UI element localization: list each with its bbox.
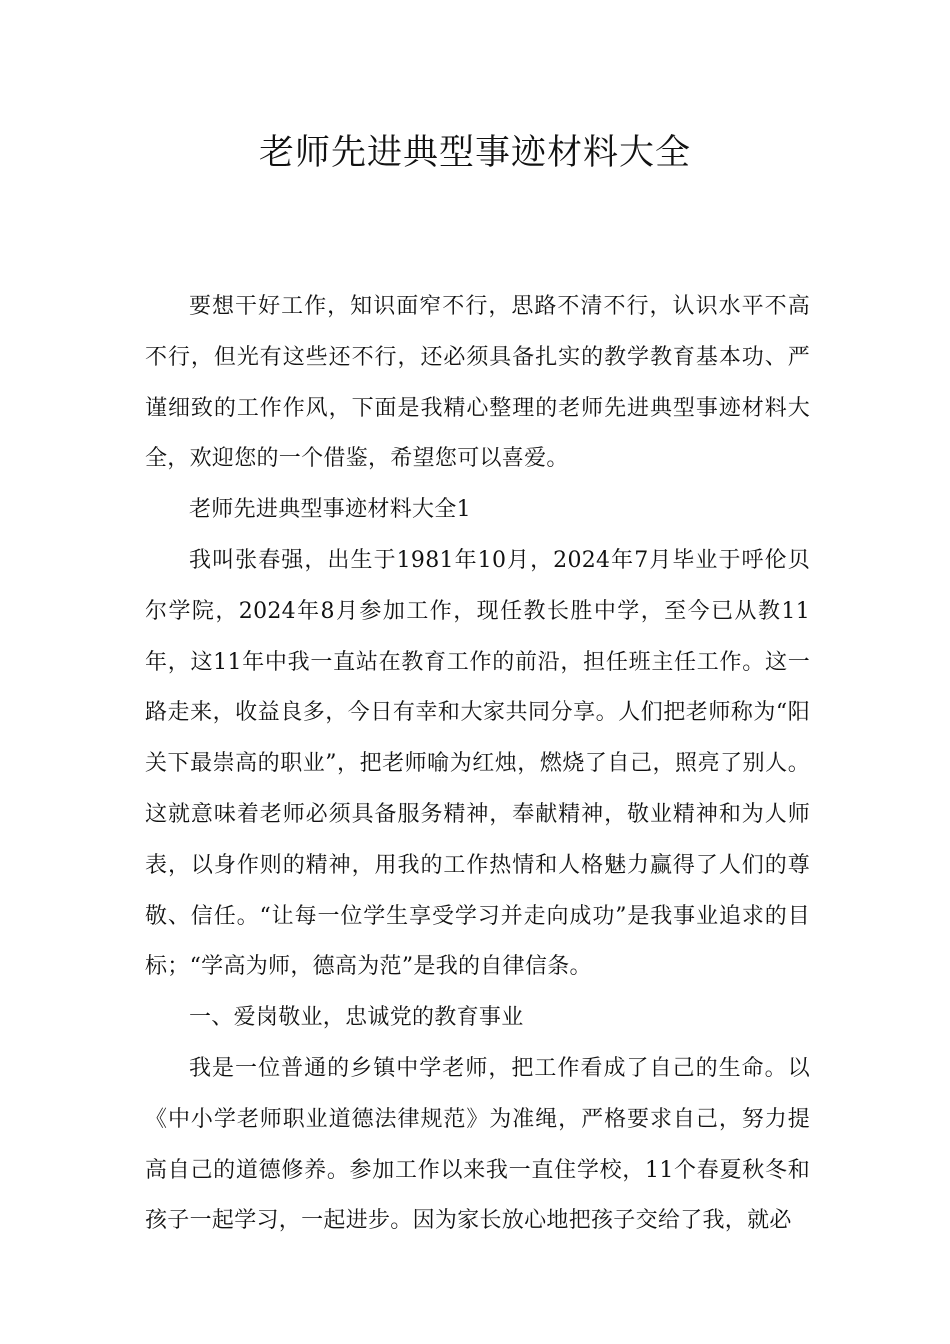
document-title: 老师先进典型事迹材料大全 <box>258 133 691 173</box>
document-body <box>145 282 810 1247</box>
subsection-heading-1: 一、爱岗敬业，忠诚党的教育事业 <box>189 1005 524 1031</box>
bio-paragraph: 我叫张春强，出生于1981年10月，2024年7月毕业于呼伦贝尔学院，2024年8月参加工作，现任教长胜中学，至今已从教11年，这11年中我一直站在教育工作的前沿，担任班主任工作。这一路走来，收益良多，今日有幸和大家共同分享。人们把老师称为“阳关下最崇高的职业”，把老师喻为红烛，燃烧了自己，照亮了别人。这就意味着老师必须具备服务精神，奉献精神，敬业精神和为人师表，以身作则的精神，用我的工作热情和人格魅力赢得了人们的尊敬、信任。“让每一位学生享受学习并走向成功”是我事业追求的目标；“学高为师，德高为范”是我的自律信条。 <box>145 547 810 980</box>
body-paragraph: 我是一位普通的乡镇中学老师，把工作看成了自己的生命。以《中小学老师职业道德法律规范》为准绳，严格要求自己，努力提高自己的道德修养。参加工作以来我一直住学校，11个春夏秋冬和孩子一起学习，一起进步。因为家长放心地把孩子交给了我，就必 <box>145 1055 810 1234</box>
intro-paragraph: 要想干好工作，知识面窄不行，思路不清不行，认识水平不高不行，但光有这些还不行，还必须具备扎实的教学教育基本功、严谨细致的工作作风，下面是我精心整理的老师先进典型事迹材料大全，欢迎您的一个借鉴，希望您可以喜爱。 <box>145 294 810 472</box>
section-heading-1: 老师先进典型事迹材料大全1 <box>189 497 471 523</box>
